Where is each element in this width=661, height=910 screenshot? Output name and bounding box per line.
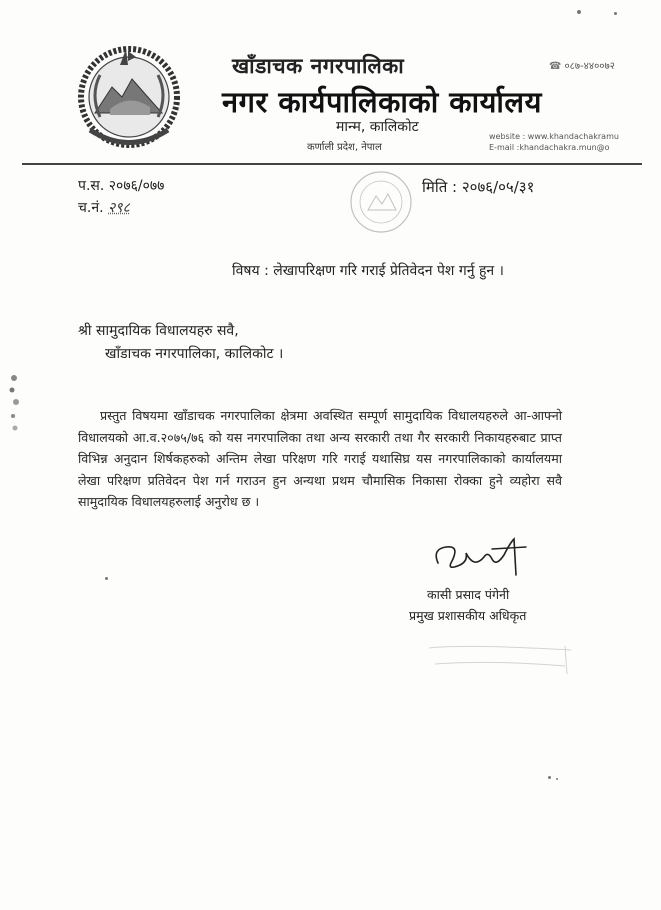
scan-speck	[614, 12, 617, 15]
signatory-name: कासी प्रसाद पंगेनी	[427, 587, 510, 602]
recipient-line-1: श्री सामुदायिक विधालयहरु सवै,	[78, 323, 239, 339]
office-seal-icon	[336, 166, 426, 241]
dispatch-label: च.नं.	[78, 200, 104, 216]
municipality-name: खाँडाचक नगरपालिका	[232, 54, 405, 78]
office-name: नगर कार्यपालिकाको कार्यालय	[222, 85, 542, 119]
recipient-line-2: खाँडाचक नगरपालिका, कालिकोट ।	[105, 346, 284, 362]
signature-icon	[430, 535, 540, 580]
nepal-emblem-icon	[70, 35, 188, 153]
dispatch-number: २९८	[108, 200, 130, 216]
letter-subject: विषय : लेखापरिक्षण गरि गराई प्रेतिवेदन पेश गर्नु हुन ।	[232, 263, 504, 279]
website-text: website : www.khandachakramu	[489, 132, 619, 141]
faded-stamp-mark	[425, 640, 575, 678]
signatory-title: प्रमुख प्रशासकीय अधिकृत	[409, 608, 527, 623]
dispatch-ref	[78, 198, 130, 217]
scan-speck	[577, 10, 581, 14]
office-location: मान्म, कालिकोट	[336, 119, 419, 135]
phone-contact	[549, 58, 615, 72]
office-province: कर्णाली प्रदेश, नेपाल	[307, 142, 382, 153]
phone-number: ०८७-४४००७२	[564, 61, 615, 72]
scan-speck	[556, 778, 558, 780]
contact-info	[489, 131, 659, 153]
header-divider	[22, 163, 642, 165]
letter-date: मिति : २०७६/०५/३१	[422, 178, 535, 196]
scan-speck	[105, 577, 108, 580]
telephone-icon: ☎	[549, 61, 562, 72]
email-text: E-mail :khandachakra.mun@o	[489, 143, 610, 152]
letter-body: प्रस्तुत विषयमा खाँडाचक नगरपालिका क्षेत्रमा अवस्थित सम्पूर्ण सामुदायिक विधालयहरुले आ-आफ्नो विधालयको आ.व.२०७५/७६ को यस नगरपालिका तथा अन्य सरकारी तथा गैर सरकारी निकायहरुबाट प्राप्त विभिन्न अनुदान शिर्षकहरुको अन्तिम लेखा परिक्षण गरि गराई यथासिघ्र यस नगरपालिकाको कार्यालयमा लेखा परिक्षण प्रतिवेदन पेश गर्न गराउन हुन अन्यथा प्रथम चौमासिक निकासा रोक्का हुने व्यहोरा सवै सामुदायिक विधालयहरुलाई अनुरोध छ ।	[78, 408, 562, 509]
scan-speck	[548, 776, 551, 779]
fiscal-year-ref: प.स. २०७६/०७७	[78, 178, 165, 194]
margin-smudge-mark	[3, 370, 25, 440]
